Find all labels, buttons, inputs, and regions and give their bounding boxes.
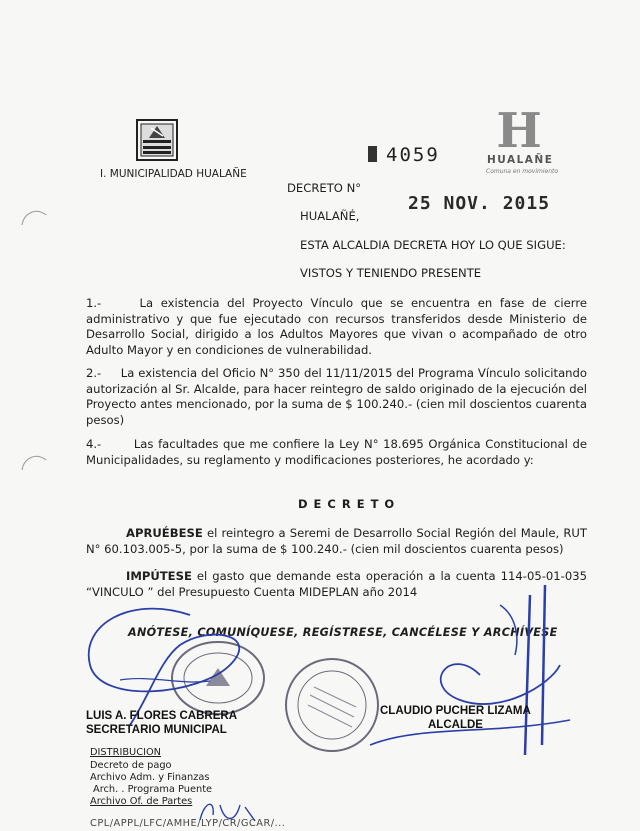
- hualane-logo: [484, 103, 554, 159]
- logo-name: HUALAÑE: [487, 154, 554, 166]
- decree-intro: ESTA ALCALDIA DECRETA HOY LO QUE SIGUE:: [300, 238, 566, 252]
- item-text: Las facultades que me confiere la Ley N° 18.695 Orgánica Constitucional de Municipalidades, su reglamento y modificaciones posteriores, he acordado y:: [86, 437, 587, 467]
- distribution-item: Archivo Of. de Partes: [90, 796, 193, 807]
- secretary-name: LUIS A. FLORES CABRERA: [86, 710, 237, 722]
- logo-letter: H: [496, 103, 542, 159]
- mayor-name: CLAUDIO PUCHER LIZAMA: [380, 705, 531, 717]
- item-text: La existencia del Proyecto Vínculo que se encuentra en fase de cierre administrativo y que fue ejecutado con recursos transferidos desde Ministerio de Desarrollo Social, dirigido a los Adultos Mayores que vivan o acompañado de otro Adulto Mayor y en condiciones de vulnerabilidad.: [86, 296, 587, 357]
- punch-hole-mark-top: [18, 205, 48, 235]
- decreto-title: D E C R E T O: [298, 497, 396, 511]
- closing-formula: ANÓTESE, COMUNÍQUESE, REGÍSTRESE, CANCÉLESE Y ARCHÍVESE: [128, 626, 558, 639]
- date-stamp: 25 NOV. 2015: [408, 193, 551, 214]
- decree-label: DECRETO N°: [287, 181, 362, 195]
- distribution-title: DISTRIBUCION: [90, 747, 161, 758]
- resolution-keyword: IMPÚTESE: [126, 569, 192, 583]
- consideration-2: [86, 366, 587, 428]
- document-number: 4059: [386, 144, 440, 166]
- item-text: La existencia del Oficio N° 350 del 11/11/2015 del Programa Vínculo solicitando autorización al Sr. Alcalde, para hacer reintegro de saldo originado de la ejecución del Proyecto antes mencionado, por la suma de $ 100.240.- (cien mil doscientos cuarenta pesos): [86, 366, 587, 427]
- secretary-title: SECRETARIO MUNICIPAL: [86, 724, 227, 736]
- resolution-text: el gasto que demande esta operación a la cuenta 114-05-01-035 “VINCULO ” del Presupuesto Cuenta MIDEPLAN año 2014: [86, 569, 587, 599]
- consideration-1: [86, 296, 587, 358]
- resolution-text: el reintegro a Seremi de Desarrollo Social Región del Maule, RUT N° 60.103.005-5, por la suma de $ 100.240.- (cien mil doscientos cuarenta pesos): [86, 526, 587, 556]
- logo-tagline: Comuna en movimiento: [486, 168, 559, 175]
- punch-hole-mark-bottom: [18, 450, 48, 480]
- consideration-4: [86, 437, 587, 468]
- item-number: 1.-: [86, 296, 102, 310]
- municipal-crest-icon: [135, 118, 179, 162]
- vistos-heading: VISTOS Y TENIENDO PRESENTE: [300, 266, 482, 280]
- municipality-name: I. MUNICIPALIDAD HUALAÑE: [100, 168, 247, 180]
- resolution-apruebese: [86, 526, 587, 557]
- item-number: 4.-: [86, 437, 102, 451]
- distribution-item: Arch. . Programa Puente: [93, 784, 213, 795]
- distribution-item: Decreto de pago: [90, 760, 172, 771]
- item-number: 2.-: [86, 366, 102, 380]
- stamp-mark: [368, 146, 377, 162]
- mayor-signature-icon: [330, 575, 580, 775]
- resolution-keyword: APRUÉBESE: [126, 526, 203, 540]
- footer-initials: CPL/APPL/LFC/AMHE/LYP/CR/GCAR/...: [90, 818, 286, 829]
- distribution-item: Archivo Adm. y Finanzas: [90, 772, 210, 783]
- place-label: HUALAÑÉ,: [300, 209, 360, 223]
- mayor-title: ALCALDE: [428, 719, 483, 731]
